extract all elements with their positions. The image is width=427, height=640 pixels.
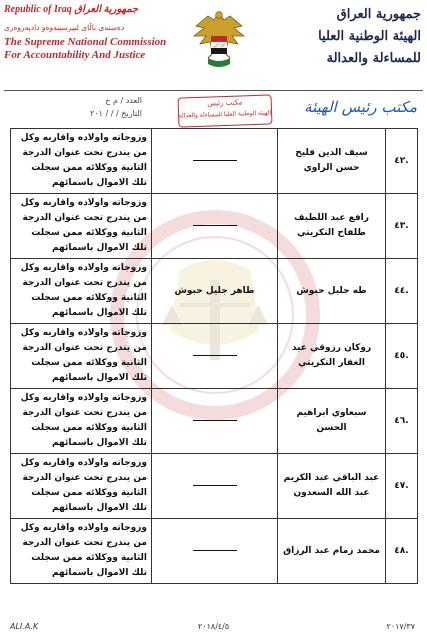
table-row bbox=[11, 259, 418, 324]
row-number: .٤٧ bbox=[386, 454, 418, 519]
arabic-commission-line-2: للمساءلة والعدالة bbox=[326, 51, 421, 66]
commission-title-en bbox=[4, 36, 167, 62]
row-number: .٤٨ bbox=[386, 519, 418, 584]
stamp-line-2: الهيئة الوطنية العليا للمساءلة والعدالة bbox=[178, 109, 272, 120]
commission-line-2: For Accountability And Justice bbox=[4, 49, 146, 61]
person-name: طه جليل حبوش bbox=[278, 259, 386, 324]
emblem-inscription: الله أكبر bbox=[213, 43, 225, 48]
reference-number: العدد / م خ bbox=[105, 96, 142, 105]
person-name: سبعاوي ابراهيم الحسن bbox=[278, 389, 386, 454]
republic-title bbox=[4, 4, 154, 15]
person-alias bbox=[152, 389, 278, 454]
stamp-line-1: مكتب رئيس bbox=[206, 98, 243, 108]
person-alias bbox=[152, 519, 278, 584]
person-name: محمد زمام عبد الرزاق bbox=[278, 519, 386, 584]
eagle-emblem-icon bbox=[190, 6, 248, 78]
row-number: .٤٢ bbox=[386, 129, 418, 194]
person-alias bbox=[152, 454, 278, 519]
table-row bbox=[11, 194, 418, 259]
header-divider bbox=[4, 90, 423, 91]
table-row bbox=[11, 454, 418, 519]
person-alias bbox=[152, 194, 278, 259]
office-stamp bbox=[178, 94, 273, 127]
republic-title-en: Republic of Iraq bbox=[4, 4, 72, 15]
arabic-republic-title: جمهورية العراق bbox=[336, 7, 421, 22]
footer-reference: ٢٠١٧/٣٧ bbox=[386, 622, 415, 631]
reference-block bbox=[12, 94, 142, 120]
footer bbox=[0, 614, 427, 640]
scope-description: وزوجاته واولاده واقاربه وكل من يندرج تحت عنوان الدرجة الثانية ووكلائه ممن سجلت تلك الاموال باسمائهم bbox=[11, 129, 152, 194]
commission-line-1: The Supreme National Commission bbox=[4, 36, 167, 48]
empty-alias-dash bbox=[193, 485, 237, 486]
table-body bbox=[11, 129, 418, 584]
footer-date: ٢٠١٨/٤/٥ bbox=[198, 622, 230, 631]
scope-description: وزوجاته واولاده واقاربه وكل من يندرج تحت عنوان الدرجة الثانية ووكلائه ممن سجلت تلك الاموال باسمائهم bbox=[11, 259, 152, 324]
letterhead-arabic bbox=[281, 4, 421, 70]
scope-description: وزوجاته واولاده واقاربه وكل من يندرج تحت عنوان الدرجة الثانية ووكلائه ممن سجلت تلك الاموال باسمائهم bbox=[11, 519, 152, 584]
sanctions-table bbox=[10, 128, 418, 584]
republic-title-ar: جمهورية العراق bbox=[74, 4, 139, 15]
person-name: عبد الباقي عبد الكريم عبد الله السعدون bbox=[278, 454, 386, 519]
person-name: روكان رزوقي عبد الغفار التكريتي bbox=[278, 324, 386, 389]
letterhead-english bbox=[4, 4, 167, 62]
reference-date: التاريخ / / / ٢٠١ bbox=[90, 109, 142, 118]
person-alias: طاهر جليل حبوش bbox=[152, 259, 278, 324]
letterhead bbox=[0, 0, 427, 92]
scope-description: وزوجاته واولاده واقاربه وكل من يندرج تحت عنوان الدرجة الثانية ووكلائه ممن سجلت تلك الاموال باسمائهم bbox=[11, 454, 152, 519]
table-row bbox=[11, 519, 418, 584]
empty-alias-dash bbox=[193, 420, 237, 421]
table-row bbox=[11, 324, 418, 389]
scope-description: وزوجاته واولاده واقاربه وكل من يندرج تحت عنوان الدرجة الثانية ووكلائه ممن سجلت تلك الاموال باسمائهم bbox=[11, 324, 152, 389]
empty-alias-dash bbox=[193, 355, 237, 356]
empty-alias-dash bbox=[193, 550, 237, 551]
footer-initials: ALI.A.K bbox=[10, 622, 39, 631]
row-number: .٤٣ bbox=[386, 194, 418, 259]
row-number: .٤٤ bbox=[386, 259, 418, 324]
person-name: رافع عبد اللطيف طلفاح التكريتي bbox=[278, 194, 386, 259]
person-name: سيف الدين فليح حسن الراوي bbox=[278, 129, 386, 194]
kurdish-title: دەستەی باڵای لیپرسینەوەو دادپەروەری bbox=[4, 23, 125, 32]
scope-description: وزوجاته واولاده واقاربه وكل من يندرج تحت عنوان الدرجة الثانية ووكلائه ممن سجلت تلك الاموال باسمائهم bbox=[11, 389, 152, 454]
person-alias bbox=[152, 129, 278, 194]
arabic-commission-line-1: الهيئة الوطنية العليا bbox=[318, 29, 421, 44]
person-alias bbox=[152, 324, 278, 389]
empty-alias-dash bbox=[193, 160, 237, 161]
empty-alias-dash bbox=[193, 225, 237, 226]
table-row bbox=[11, 129, 418, 194]
office-title: مكتب رئيس الهيئة bbox=[304, 98, 417, 116]
scope-description: وزوجاته واولاده واقاربه وكل من يندرج تحت عنوان الدرجة الثانية ووكلائه ممن سجلت تلك الاموال باسمائهم bbox=[11, 194, 152, 259]
row-number: .٤٦ bbox=[386, 389, 418, 454]
table-row bbox=[11, 389, 418, 454]
row-number: .٤٥ bbox=[386, 324, 418, 389]
